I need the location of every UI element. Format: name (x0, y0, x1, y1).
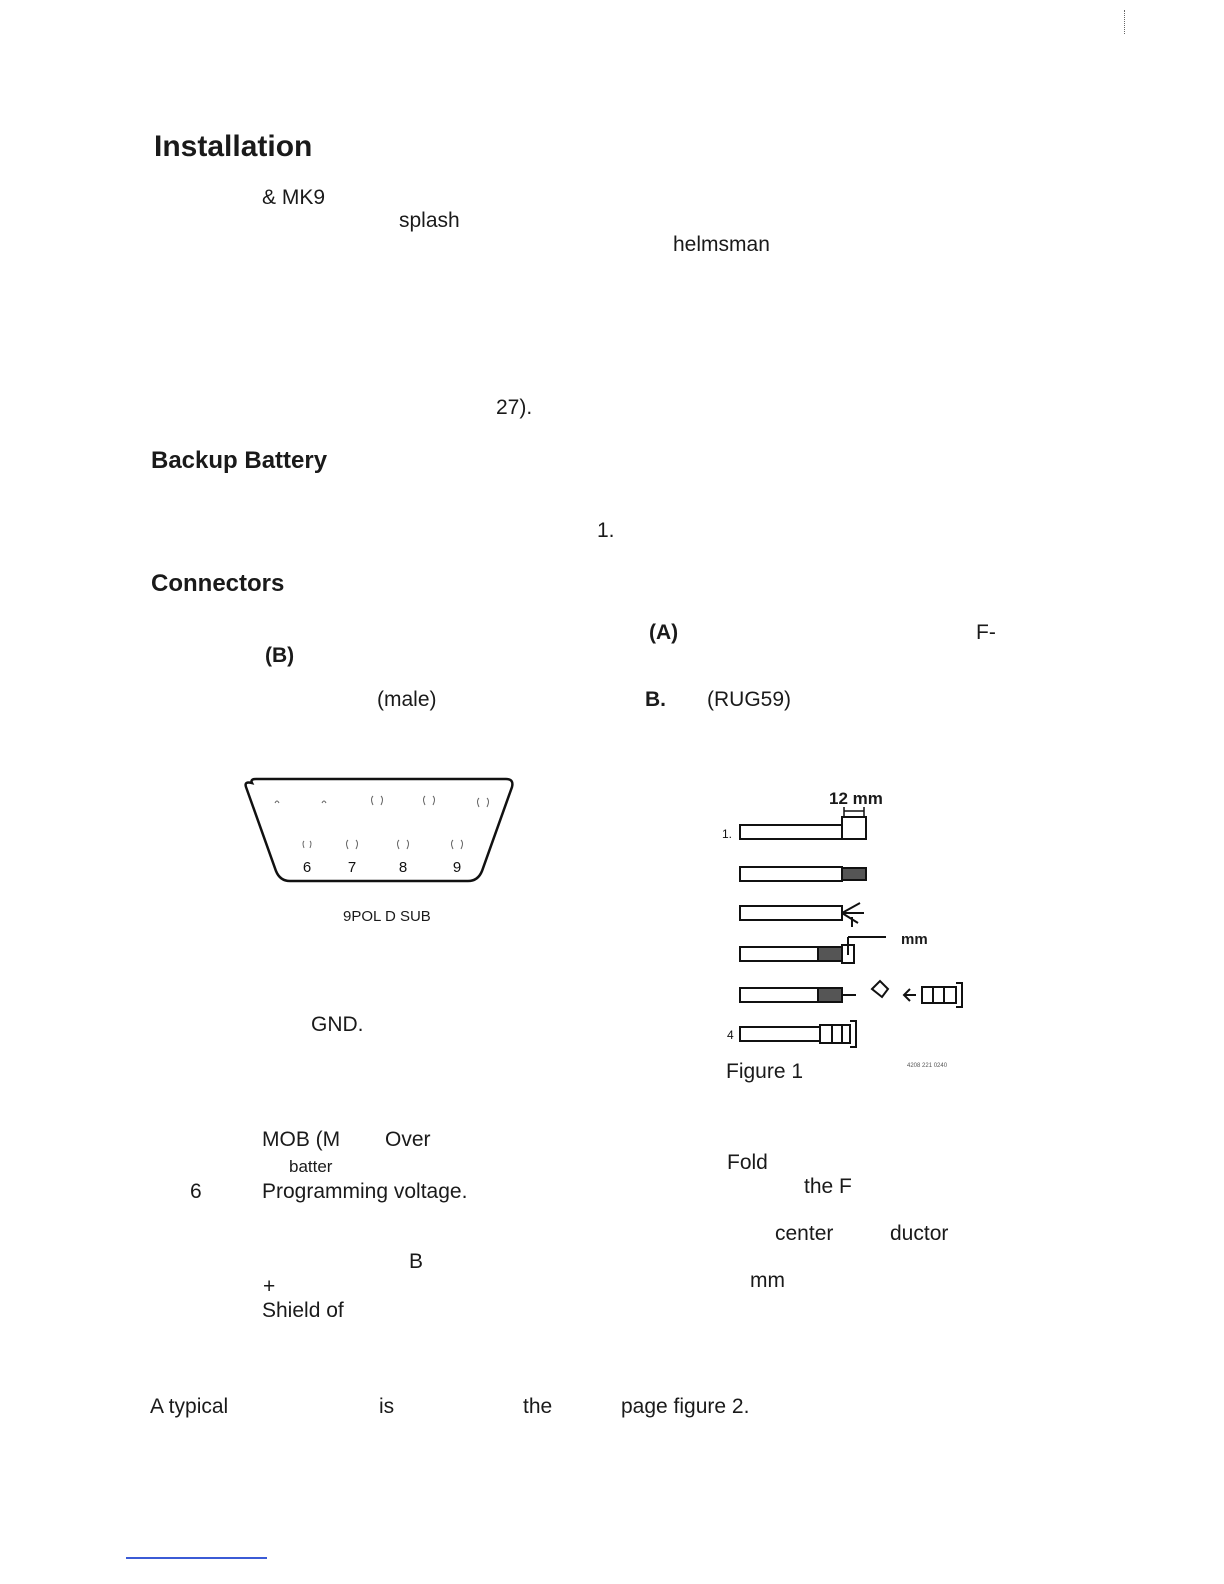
cable-step-2 (740, 867, 866, 881)
fragment-mk9: & MK9 (262, 186, 326, 209)
pin-list-plus: + (263, 1275, 276, 1298)
footer-a-typical: A typical (150, 1395, 229, 1418)
fragment-f-dash: F- (976, 621, 996, 644)
fragment-item-1: 1. (597, 519, 615, 542)
dsub-pin-4 (424, 796, 435, 805)
figure1-dimension-mm: mm (901, 931, 928, 948)
cable-step-6 (740, 1021, 856, 1047)
dsub-pin-1 (275, 801, 279, 803)
figure1-caption: Figure 1 (726, 1060, 804, 1083)
figure1-dimension-12mm: 12 mm (829, 789, 883, 808)
dsub-pin-label-8: 8 (398, 859, 408, 876)
dsub-top-pins (275, 796, 489, 807)
fragment-male: (male) (377, 688, 437, 711)
scan-edge-mark (1124, 10, 1127, 34)
dsub-pin-6-hole (303, 841, 311, 848)
pin-list-mob: MOB (M (262, 1128, 341, 1151)
figure-step-fold: Fold (727, 1151, 768, 1174)
fragment-splash: splash (399, 209, 460, 232)
dsub-bottom-pin-holes (303, 840, 463, 849)
footer-is: is (379, 1395, 395, 1418)
dsub-pin-label-7: 7 (347, 859, 357, 876)
dsub-connector-diagram (230, 775, 530, 890)
figure-step-mm: mm (750, 1269, 785, 1292)
cable-step-3 (740, 903, 864, 927)
dsub-pin-label-9: 9 (452, 859, 462, 876)
fragment-rug59: (RUG59) (707, 688, 792, 711)
dsub-pin-9-hole (452, 840, 463, 849)
dsub-pin-8-hole (398, 840, 409, 849)
pin-list-pin6-text: Programming voltage. (262, 1180, 468, 1203)
dsub-pin-label-6: 6 (302, 859, 312, 876)
dsub-pin-2 (322, 801, 326, 803)
figure-step-center: center (775, 1222, 834, 1245)
cable-step-4 (740, 937, 886, 963)
dsub-pin-3 (372, 796, 383, 805)
pin-list-pin6-number: 6 (190, 1180, 202, 1203)
dimension-bracket-12mm (844, 807, 864, 817)
heading-installation: Installation (154, 130, 313, 163)
fragment-helmsman: helmsman (673, 233, 770, 256)
figure1-step-last: 4 (727, 1028, 734, 1042)
dsub-pin-7-hole (347, 840, 358, 849)
pin-list-over: Over (385, 1128, 431, 1151)
cable-step-5 (740, 981, 962, 1007)
pin-list-shield: Shield of (262, 1299, 344, 1322)
heading-connectors: Connectors (151, 570, 285, 597)
figure-step-the-f: the F (804, 1175, 852, 1198)
fragment-page-ref: 27). (496, 396, 533, 419)
coax-preparation-diagram (720, 805, 970, 1045)
footnote-rule (126, 1557, 267, 1559)
dsub-pin-5 (478, 798, 489, 807)
dsub-shell-outline (246, 779, 513, 881)
fragment-connector-a: (A) (649, 621, 679, 644)
footer-the: the (523, 1395, 553, 1418)
pin-list-gnd: GND. (311, 1013, 364, 1036)
footer-page-figure: page figure 2. (621, 1395, 750, 1418)
figure1-code: 4208 221 0240 (907, 1063, 948, 1069)
figure-step-ductor: ductor (890, 1222, 949, 1245)
dsub-caption: 9POL D SUB (343, 908, 431, 925)
heading-backup-battery: Backup Battery (151, 447, 328, 474)
cable-step-1 (740, 817, 866, 839)
fragment-connector-b: (B) (265, 644, 295, 667)
pin-list-batter: batter (289, 1157, 333, 1176)
figure1-step-first: 1. (722, 827, 733, 841)
fragment-b-dot: B. (645, 688, 666, 711)
pin-list-b: B (409, 1250, 424, 1273)
